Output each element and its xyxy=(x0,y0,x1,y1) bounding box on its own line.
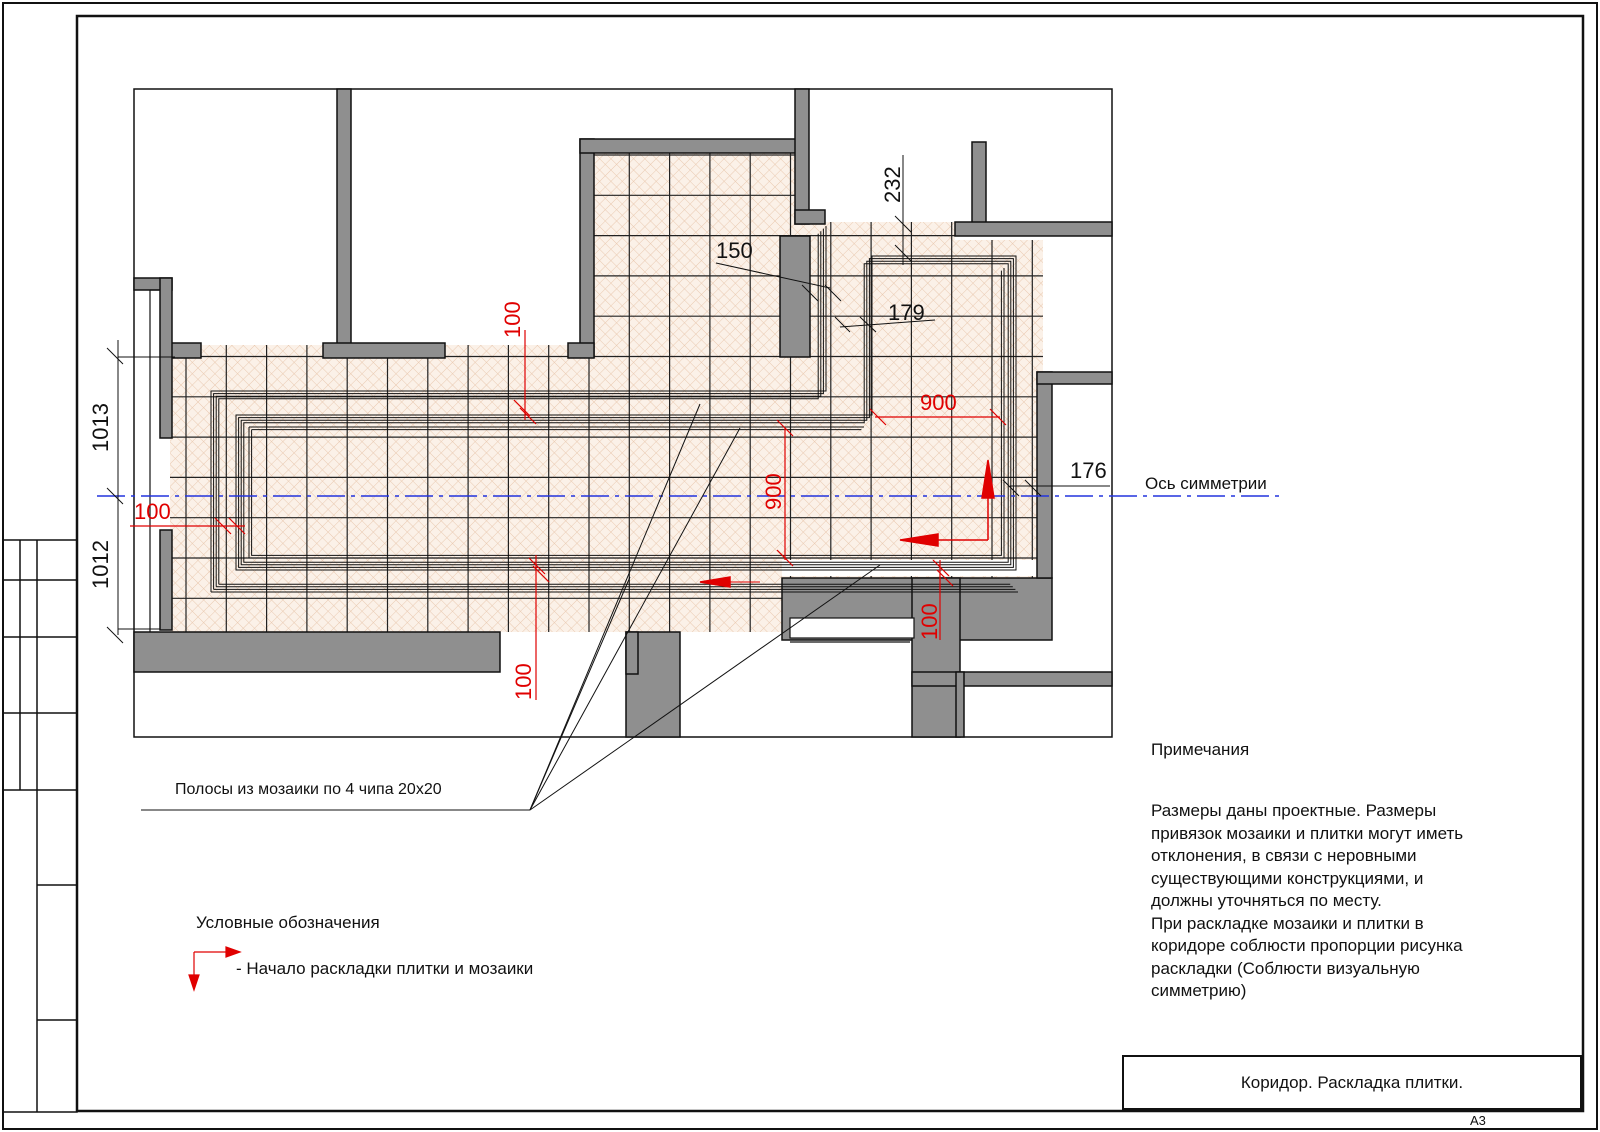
dim-red-100-bottom: 100 xyxy=(511,663,536,700)
dim-red-100-top: 100 xyxy=(500,301,525,338)
dim-176: 176 xyxy=(1070,458,1107,483)
dim-179: 179 xyxy=(888,300,925,325)
notes-line: существующими конструкциями, и xyxy=(1151,868,1424,888)
notes-line: При раскладке мозаики и плитки в xyxy=(1151,913,1424,933)
notes-line: раскладки (Соблюсти визуальную xyxy=(1151,958,1420,978)
notes-line: должны уточняться по месту. xyxy=(1151,891,1382,910)
notes-line: симметрию) xyxy=(1151,981,1247,1000)
notes-body xyxy=(1151,800,1541,1003)
notes-title: Примечания xyxy=(1151,740,1250,759)
notes-line: коридоре соблюсти пропорции рисунка xyxy=(1151,936,1463,955)
legend-title: Условные обозначения xyxy=(196,913,380,932)
notes-line: привязок мозаики и плитки могут иметь xyxy=(1151,823,1464,843)
dim-red-100-right: 100 xyxy=(917,603,942,640)
dim-red-100-left: 100 xyxy=(134,499,171,524)
notes-line: отклонения, в связи с неровными xyxy=(1151,846,1417,865)
legend-start-marker-text: - Начало раскладки плитки и мозаики xyxy=(236,959,534,978)
notes-line: Размеры даны проектные. Размеры xyxy=(1151,801,1437,820)
dim-232: 232 xyxy=(880,166,905,203)
symmetry-axis-label: Ось симметрии xyxy=(1145,474,1267,493)
dim-1013: 1013 xyxy=(88,403,113,452)
drawing-title: Коридор. Раскладка плитки. xyxy=(1240,1073,1464,1092)
dim-red-900-vertical: 900 xyxy=(761,473,786,510)
dim-150: 150 xyxy=(716,238,753,263)
side-stamp xyxy=(3,540,77,1112)
dim-red-900-horizontal: 900 xyxy=(920,390,957,415)
mosaic-leader-label: Полосы из мозаики по 4 чипа 20х20 xyxy=(175,781,442,798)
title-block xyxy=(1122,1055,1582,1110)
legend-start-marker-icon xyxy=(189,947,240,990)
sheet-format: A3 xyxy=(1470,1113,1486,1128)
dim-1012: 1012 xyxy=(88,540,113,589)
